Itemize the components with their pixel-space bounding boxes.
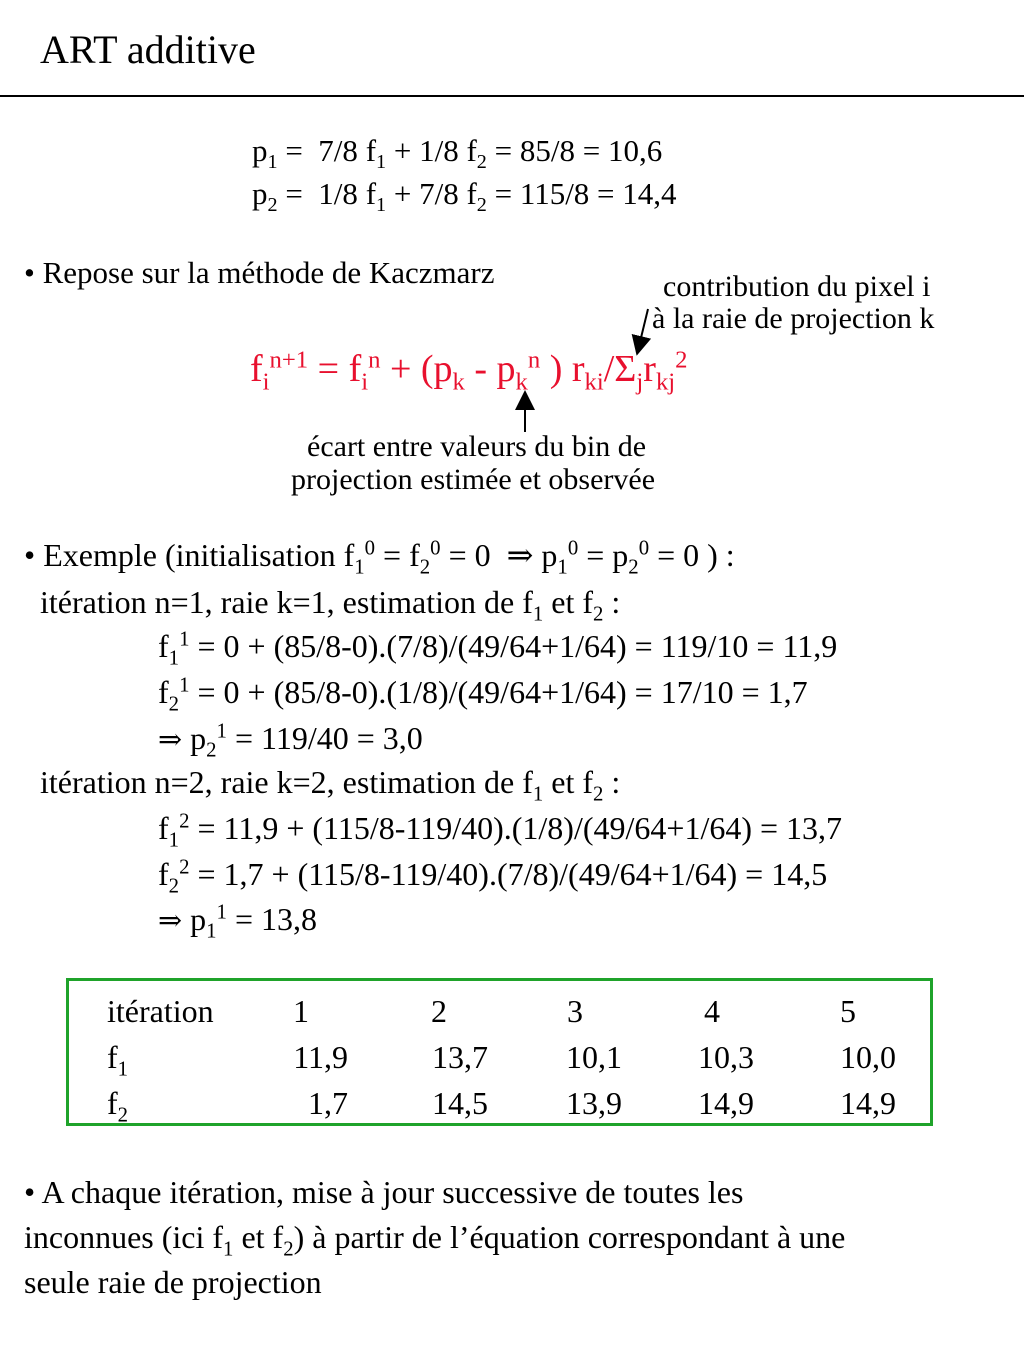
table-cell: 1,7	[308, 1085, 348, 1121]
table-cell: 11,9	[293, 1039, 348, 1075]
arrow-to-rki	[639, 309, 648, 346]
example-initialisation: • Exemple (initialisation $f_1^0 = f_2^0 = 0$ ⇒ $p_1^0 = p_2^0 = 0$ ) :	[24, 536, 735, 579]
table-cell: 13,7	[432, 1039, 488, 1075]
table-cell: 13,9	[566, 1085, 622, 1121]
annotation-residual-line2: projection estimée et observée	[291, 463, 656, 496]
iteration-1-heading: itération n=1, raie k=1, estimation de $f_1$ et $f_2$ :	[40, 584, 621, 626]
annotation-contribution-line1: contribution du pixel i	[663, 270, 931, 303]
title-divider	[0, 95, 1024, 97]
iteration-2-f1: $f_1^2 = 11,9 + (115/8-119/40).(1/8)/(49/64+1/64) = 13,7$	[158, 809, 843, 852]
table-cell: 14,9	[840, 1085, 896, 1121]
iteration-1-f1: $f_1^1 = 0 + (85/8-0).(7/8)/(49/64+1/64) = 119/10 = 11,9$	[158, 627, 838, 670]
table-cell: 10,3	[698, 1039, 754, 1075]
table-row-label-f1: $f_1$	[107, 1039, 129, 1081]
table-header-iteration: 1	[293, 993, 309, 1029]
annotation-residual-line1: écart entre valeurs du bin de	[307, 430, 647, 463]
table-cell: 10,1	[566, 1039, 622, 1075]
iteration-1-p2: ⇒ $p_2^1 = 119/40 = 3,0$	[158, 719, 423, 762]
table-cell: 10,0	[840, 1039, 896, 1075]
conclusion-line-1: • A chaque itération, mise à jour successive de toutes les	[24, 1174, 744, 1210]
table-header-label: itération	[107, 993, 214, 1029]
table-header-iteration: 3	[567, 993, 583, 1029]
results-table	[66, 978, 933, 1126]
table-row-label-f2: $f_2$	[107, 1085, 129, 1127]
iteration-2-f2: $f_2^2 = 1,7 + (115/8-119/40).(7/8)/(49/64+1/64) = 14,5$	[158, 855, 828, 898]
table-header-iteration: 4	[704, 993, 720, 1029]
iteration-2-p1: ⇒ $p_1^1 = 13,8$	[158, 900, 317, 943]
table-header-iteration: 5	[840, 993, 856, 1029]
projection-equation-p2: $p_2 = 1/8$ $f_1 + 7/8$ $f_2 = 115/8 = 14,4$	[252, 176, 677, 217]
table-cell: 14,9	[698, 1085, 754, 1121]
table-header-iteration: 2	[431, 993, 447, 1029]
table-cell: 14,5	[432, 1085, 488, 1121]
kaczmarz-update-formula: $f_i^{n+1} = f_i^n + (p_k - p_k^n$ ) $r_{ki}/\Sigma_jr_{kj}^2$	[250, 346, 688, 396]
annotation-contribution-line2: à la raie de projection k	[652, 302, 935, 335]
conclusion-line-3: seule raie de projection	[24, 1264, 322, 1300]
page-title: ART additive	[40, 27, 256, 72]
iteration-2-heading: itération n=2, raie k=2, estimation de $f_1$ et $f_2$ :	[40, 764, 621, 806]
conclusion-line-2: inconnues (ici $f_1$ et $f_2$) à partir de l’équation correspondant à une	[24, 1219, 846, 1261]
iteration-1-f2: $f_2^1 = 0 + (85/8-0).(1/8)/(49/64+1/64) = 17/10 = 1,7$	[158, 673, 808, 716]
projection-equation-p1: $p_1 = 7/8$ $f_1 + 1/8$ $f_2 = 85/8 = 10,6$	[252, 133, 663, 174]
kaczmarz-bullet: • Repose sur la méthode de Kaczmarz	[24, 255, 495, 290]
